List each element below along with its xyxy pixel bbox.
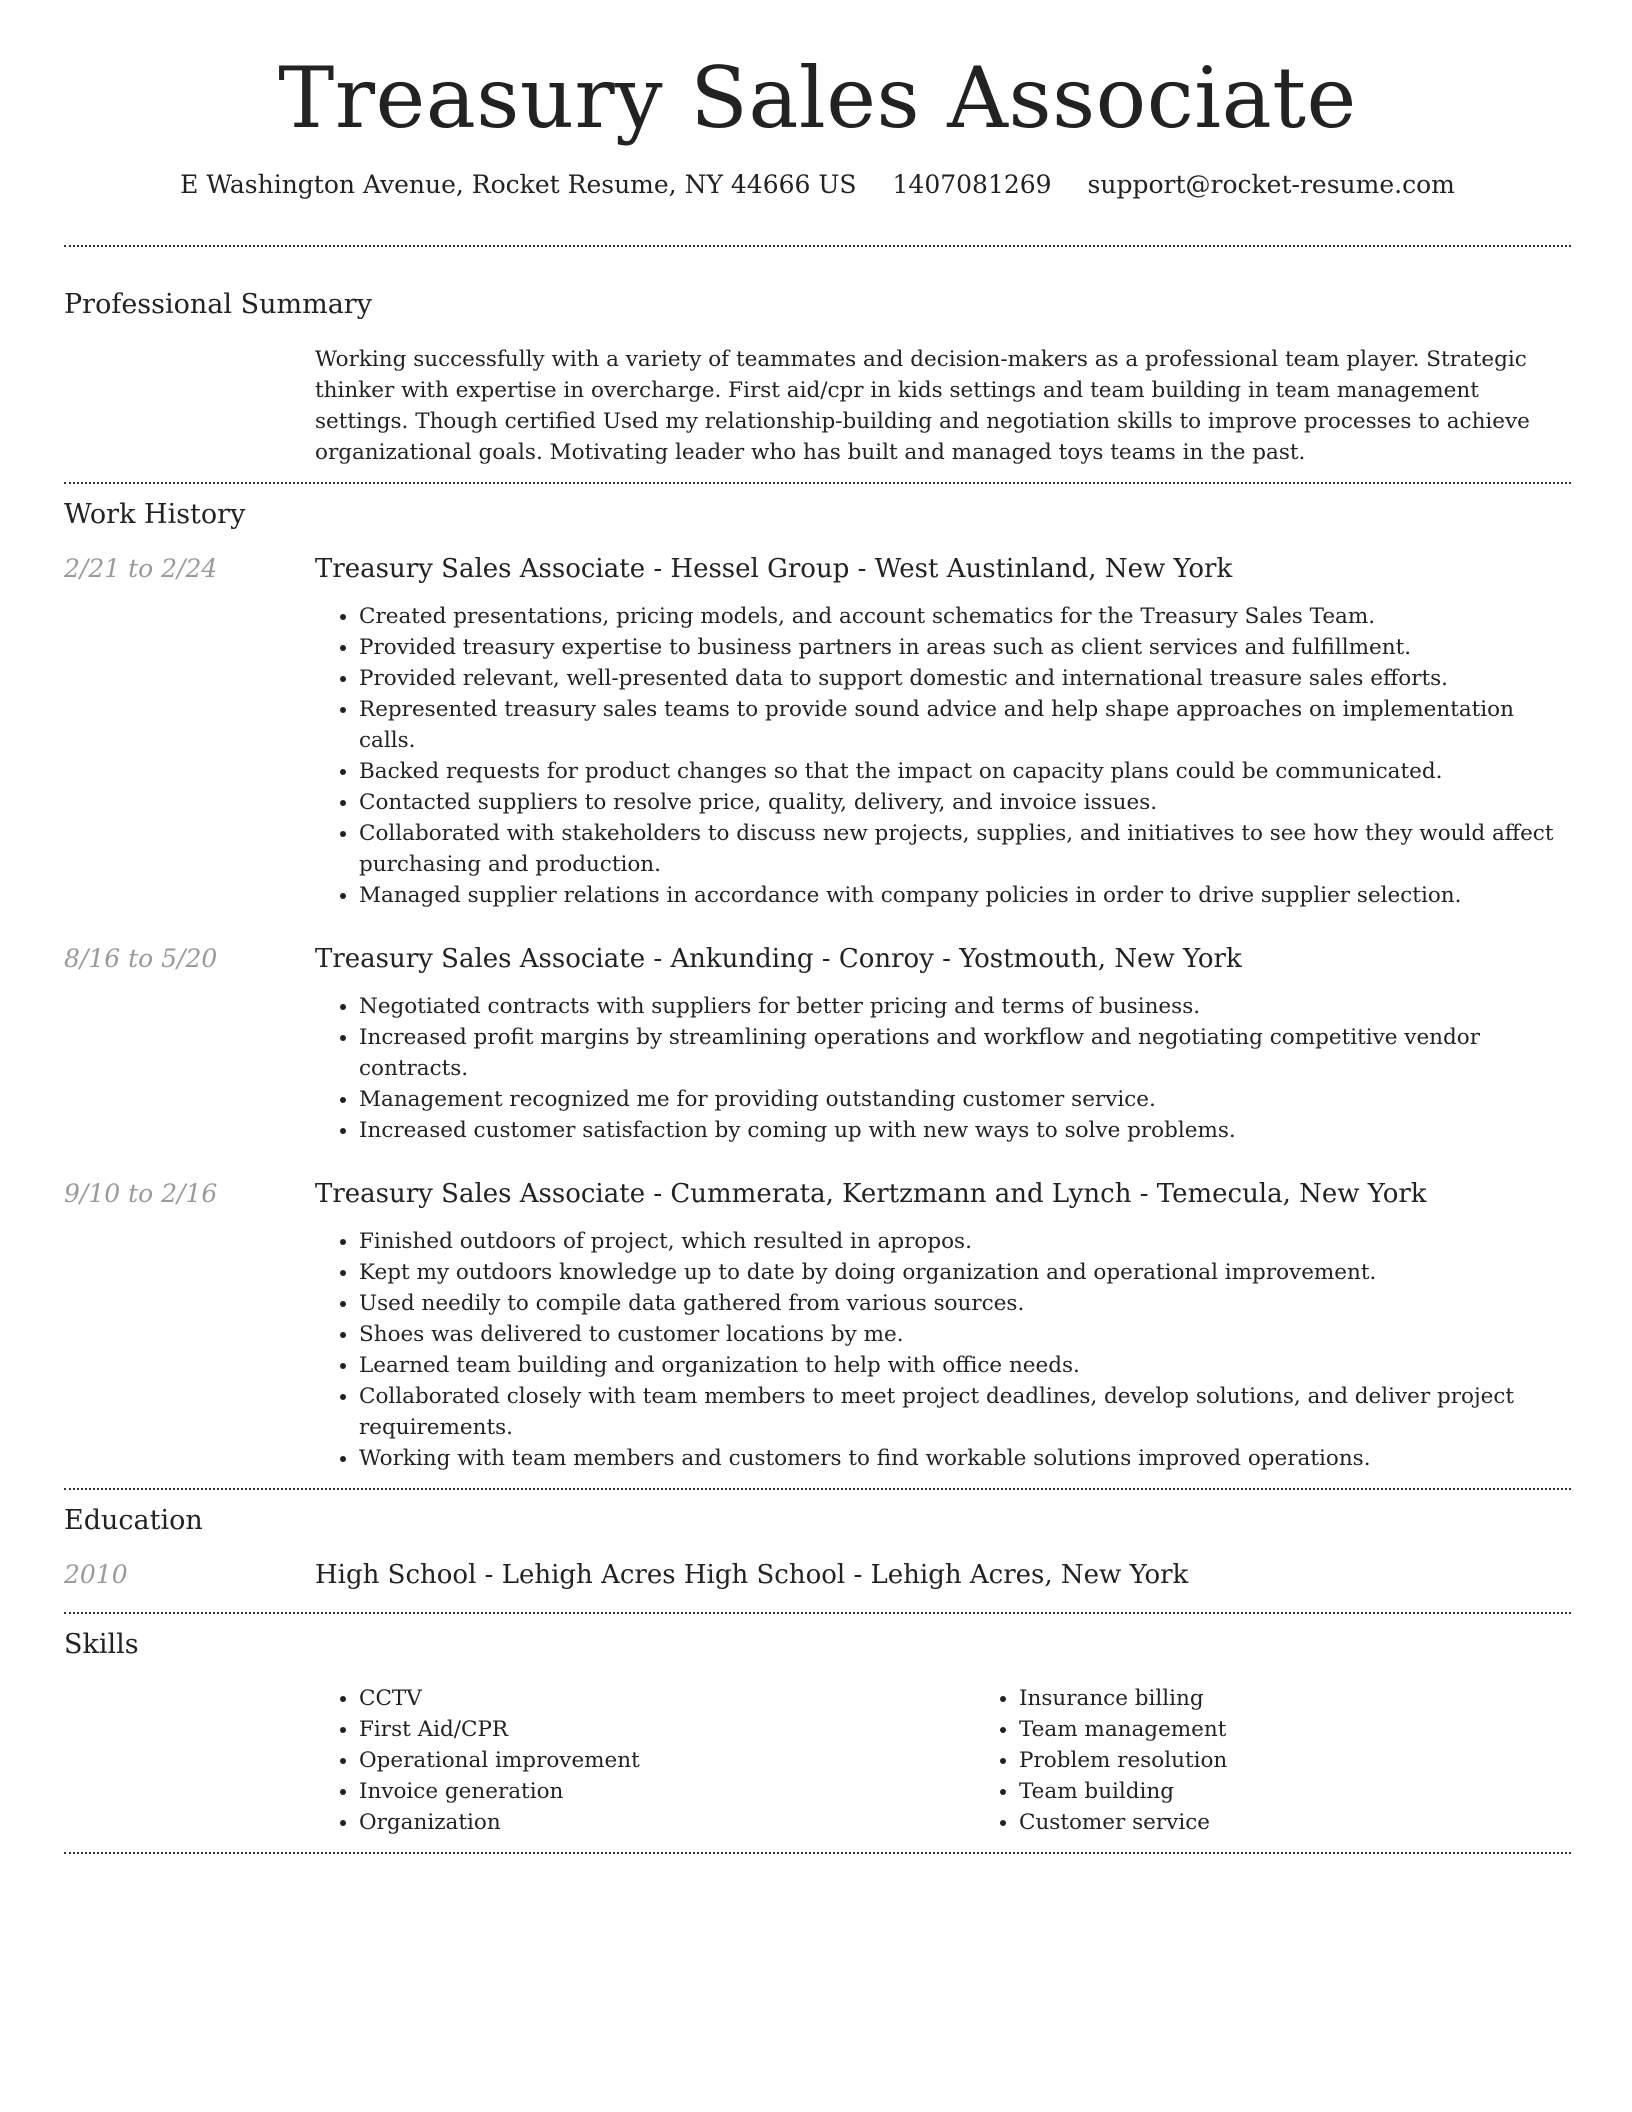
education-title-line: High School - Lehigh Acres High School - Lehigh Acres, New York [315, 1559, 1189, 1590]
list-item: • Finished outdoors of project, which resulted in apropos. [359, 1226, 1571, 1257]
education-title: Education [64, 1504, 203, 1536]
list-item: • Used needily to compile data gathered from various sources. [359, 1288, 1571, 1319]
summary-text: Working successfully with a variety of teammates and decision-makers as a professional team player. Strategic thinker with expertise in overcharge. First aid/cpr in kids settings and team building in team management settings. Though certified Used my relationship-building and negotiation skills to improve processes to achieve organizational goals. Motivating leader who has built and managed toys teams in the past. [315, 347, 1530, 466]
skills-list-left [315, 1683, 975, 1838]
contact-line [64, 169, 1571, 202]
list-item: • Customer service [1019, 1807, 1632, 1838]
list-item: • Team management [1019, 1714, 1632, 1745]
list-item: • Problem resolution [1019, 1745, 1632, 1776]
list-item: • Organization [359, 1807, 975, 1838]
job-dates: 2/21 to 2/24 [64, 554, 218, 584]
work-section [64, 497, 1571, 1473]
job-entry [64, 553, 1571, 911]
job-bullets [315, 601, 1571, 911]
summary-title: Professional Summary [64, 289, 372, 321]
list-item: • Increased customer satisfaction by coming up with new ways to solve problems. [359, 1115, 1571, 1146]
list-item: • Collaborated with stakeholders to discuss new projects, supplies, and initiatives to see how they would affect purchasing and production. [359, 818, 1571, 880]
contact-phone: 1407081269 [892, 169, 1052, 199]
job-dates: 9/10 to 2/16 [64, 1178, 218, 1208]
list-item: • Management recognized me for providing outstanding customer service. [359, 1084, 1571, 1115]
list-item: • Working with team members and customers to find workable solutions improved operations. [359, 1443, 1571, 1474]
divider [64, 482, 1571, 484]
job-title: Treasury Sales Associate - Ankunding - Conroy - Yostmouth, New York [315, 944, 1242, 975]
candidate-name: Treasury Sales Associate [278, 49, 1357, 147]
skills-spacer [64, 1683, 315, 1838]
summary-spacer [64, 344, 315, 468]
job-title: Treasury Sales Associate - Hessel Group - West Austinland, New York [315, 554, 1233, 585]
list-item: • Increased profit margins by streamlining operations and workflow and negotiating competitive vendor contracts. [359, 1022, 1571, 1084]
resume-page [64, 0, 1571, 1854]
list-item: • Provided relevant, well-presented data to support domestic and international treasure sales efforts. [359, 663, 1571, 694]
skills-columns [315, 1683, 1571, 1838]
list-item: • Provided treasury expertise to business partners in areas such as client services and fulfillment. [359, 632, 1571, 663]
resume-header [64, 0, 1571, 201]
work-title: Work History [64, 499, 246, 531]
job-entry [64, 943, 1571, 1146]
divider [64, 245, 1571, 247]
divider [64, 1852, 1571, 1854]
skills-title: Skills [64, 1628, 139, 1660]
job-dates: 8/16 to 5/20 [64, 944, 218, 974]
list-item: • Backed requests for product changes so that the impact on capacity plans could be communicated. [359, 756, 1571, 787]
job-title: Treasury Sales Associate - Cummerata, Kertzmann and Lynch - Temecula, New York [315, 1178, 1427, 1209]
contact-address: E Washington Avenue, Rocket Resume, NY 44666 US [180, 169, 857, 199]
list-item: • Represented treasury sales teams to provide sound advice and help shape approaches on implementation calls. [359, 694, 1571, 756]
education-entry [64, 1559, 1571, 1593]
education-section [64, 1503, 1571, 1593]
list-item: • Created presentations, pricing models, and account schematics for the Treasury Sales Team. [359, 601, 1571, 632]
list-item: • CCTV [359, 1683, 975, 1714]
list-item: • Shoes was delivered to customer locations by me. [359, 1319, 1571, 1350]
skills-section [64, 1627, 1571, 1838]
job-bullets [315, 991, 1571, 1146]
list-item: • Collaborated closely with team members to meet project deadlines, develop solutions, and deliver project requirements. [359, 1381, 1571, 1443]
list-item: • Learned team building and organization to help with office needs. [359, 1350, 1571, 1381]
list-item: • Invoice generation [359, 1776, 975, 1807]
divider [64, 1488, 1571, 1490]
list-item: • Operational improvement [359, 1745, 975, 1776]
list-item: • Insurance billing [1019, 1683, 1632, 1714]
list-item: • Negotiated contracts with suppliers for better pricing and terms of business. [359, 991, 1571, 1022]
summary-section [64, 287, 1571, 468]
divider [64, 1612, 1571, 1614]
list-item: • First Aid/CPR [359, 1714, 975, 1745]
list-item: • Team building [1019, 1776, 1632, 1807]
job-entry [64, 1178, 1571, 1474]
contact-email: support@rocket-resume.com [1087, 169, 1455, 199]
education-year: 2010 [64, 1559, 128, 1589]
list-item: • Contacted suppliers to resolve price, quality, delivery, and invoice issues. [359, 787, 1571, 818]
job-bullets [315, 1226, 1571, 1474]
list-item: • Managed supplier relations in accordance with company policies in order to drive supplier selection. [359, 880, 1571, 911]
list-item: • Kept my outdoors knowledge up to date by doing organization and operational improvement. [359, 1257, 1571, 1288]
skills-list-right [975, 1683, 1632, 1838]
